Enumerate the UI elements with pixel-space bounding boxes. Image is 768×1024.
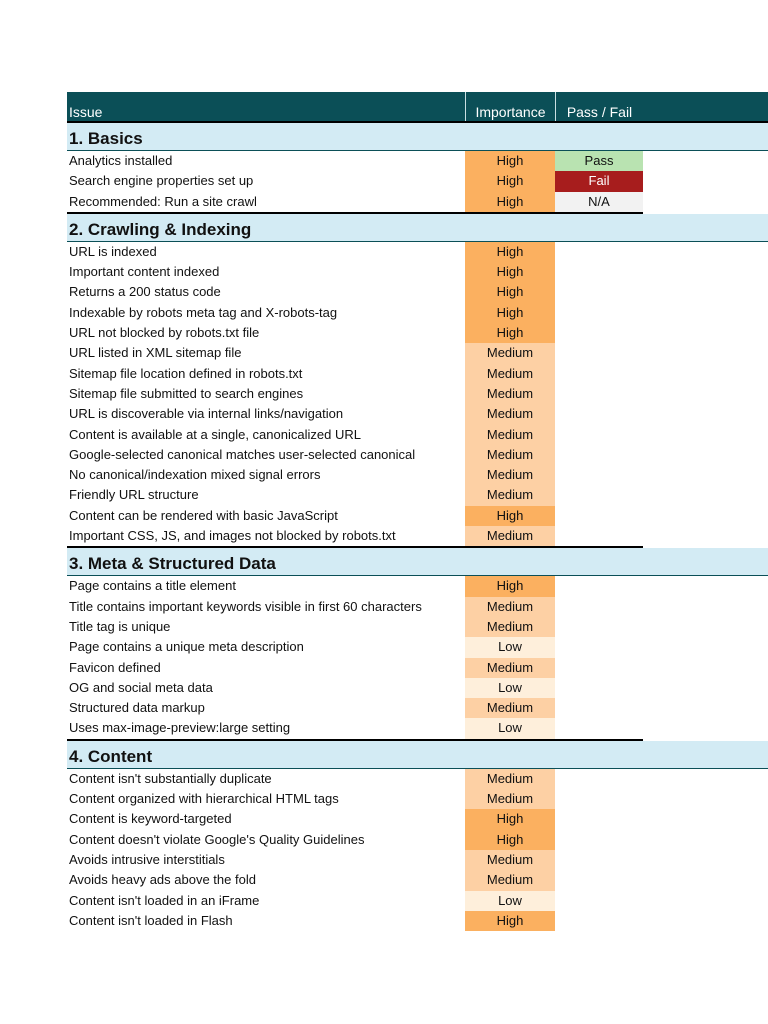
table-row[interactable] <box>67 404 768 424</box>
table-row[interactable] <box>67 658 768 678</box>
pass-fail-cell[interactable] <box>555 658 643 678</box>
table-row[interactable] <box>67 262 768 282</box>
importance-cell: Medium <box>465 343 555 363</box>
importance-cell: Low <box>465 718 555 738</box>
pass-fail-cell[interactable] <box>555 465 643 485</box>
table-row[interactable] <box>67 718 643 740</box>
issue-cell: Google-selected canonical matches user-selected canonical <box>69 446 416 462</box>
importance-cell: Medium <box>465 789 555 809</box>
seo-checklist-table <box>67 92 768 931</box>
issue-cell: Sitemap file submitted to search engines <box>69 385 304 401</box>
pass-fail-cell[interactable] <box>555 425 643 445</box>
table-row[interactable] <box>67 425 768 445</box>
issue-cell: Analytics installed <box>69 153 173 168</box>
section-title: 4. Content <box>67 741 768 769</box>
header-pass-fail: Pass / Fail <box>555 92 643 121</box>
importance-cell: Low <box>465 637 555 657</box>
importance-cell: Medium <box>465 404 555 424</box>
importance-cell: High <box>465 323 555 343</box>
table-row[interactable] <box>67 678 768 698</box>
issue-cell: Page contains a title element <box>69 578 236 594</box>
section <box>67 741 768 931</box>
table-row[interactable] <box>67 617 768 637</box>
issue-cell: Content isn't loaded in Flash <box>69 912 233 928</box>
table-row[interactable] <box>67 891 768 911</box>
pass-fail-cell[interactable] <box>555 384 643 404</box>
pass-fail-cell[interactable] <box>555 343 643 363</box>
table-row[interactable] <box>67 809 768 829</box>
importance-cell: Medium <box>465 769 555 789</box>
section-title: 1. Basics <box>67 123 768 151</box>
table-row[interactable] <box>67 242 768 262</box>
importance-cell: High <box>465 303 555 323</box>
table-row[interactable] <box>67 830 768 850</box>
pass-fail-cell[interactable] <box>555 617 643 637</box>
issue-cell: Returns a 200 status code <box>69 284 221 300</box>
issue-cell: Friendly URL structure <box>69 487 199 503</box>
issue-cell: Content is available at a single, canonicalized URL <box>69 426 361 442</box>
table-row[interactable] <box>67 192 643 214</box>
importance-cell: Medium <box>465 658 555 678</box>
pass-fail-cell[interactable] <box>555 526 643 546</box>
pass-fail-cell[interactable]: N/A <box>555 192 643 212</box>
pass-fail-cell[interactable] <box>555 597 643 617</box>
issue-cell: URL listed in XML sitemap file <box>69 345 242 361</box>
section-title: 2. Crawling & Indexing <box>67 214 768 242</box>
issue-cell: Content doesn't violate Google's Quality Guidelines <box>69 831 365 847</box>
pass-fail-cell[interactable] <box>555 718 643 738</box>
importance-cell: High <box>465 911 555 931</box>
pass-fail-cell[interactable] <box>555 506 643 526</box>
table-row[interactable] <box>67 526 643 548</box>
importance-cell: High <box>465 282 555 302</box>
section <box>67 123 768 214</box>
pass-fail-cell[interactable] <box>555 445 643 465</box>
pass-fail-cell[interactable] <box>555 242 643 262</box>
pass-fail-cell[interactable] <box>555 911 643 931</box>
importance-cell: Medium <box>465 617 555 637</box>
importance-cell: Medium <box>465 445 555 465</box>
pass-fail-cell[interactable] <box>555 404 643 424</box>
table-row[interactable] <box>67 789 768 809</box>
table-row[interactable] <box>67 485 768 505</box>
issue-cell: Content is keyword-targeted <box>69 811 232 827</box>
issue-cell: Title tag is unique <box>69 618 171 634</box>
section-title: 3. Meta & Structured Data <box>67 548 768 576</box>
pass-fail-cell[interactable] <box>555 769 643 789</box>
importance-cell: High <box>465 262 555 282</box>
table-row[interactable] <box>67 465 768 485</box>
issue-cell: Favicon defined <box>69 659 161 675</box>
issue-cell: Indexable by robots meta tag and X-robots-tag <box>69 304 338 320</box>
importance-cell: High <box>465 576 555 596</box>
importance-cell: High <box>465 151 555 171</box>
table-row[interactable] <box>67 850 768 870</box>
pass-fail-cell[interactable] <box>555 678 643 698</box>
table-row[interactable] <box>67 364 768 384</box>
pass-fail-cell[interactable]: Fail <box>555 171 643 191</box>
table-row[interactable] <box>67 597 768 617</box>
importance-cell: High <box>465 242 555 262</box>
table-row[interactable] <box>67 637 768 657</box>
pass-fail-cell[interactable] <box>555 789 643 809</box>
importance-cell: Medium <box>465 465 555 485</box>
table-row[interactable] <box>67 171 768 191</box>
table-row[interactable] <box>67 911 768 931</box>
issue-cell: Important CSS, JS, and images not blocked by robots.txt <box>69 528 396 544</box>
section <box>67 214 768 548</box>
table-row[interactable] <box>67 769 768 789</box>
pass-fail-cell[interactable] <box>555 262 643 282</box>
pass-fail-cell[interactable] <box>555 637 643 657</box>
importance-cell: Medium <box>465 364 555 384</box>
section <box>67 548 768 740</box>
pass-fail-cell[interactable] <box>555 282 643 302</box>
pass-fail-cell[interactable] <box>555 364 643 384</box>
issue-cell: Important content indexed <box>69 264 220 280</box>
table-body <box>67 123 768 931</box>
importance-cell: High <box>465 192 555 212</box>
header-importance: Importance <box>465 92 555 121</box>
importance-cell: High <box>465 171 555 191</box>
table-row[interactable] <box>67 698 768 718</box>
pass-fail-cell[interactable]: Pass <box>555 151 643 171</box>
table-row[interactable] <box>67 384 768 404</box>
pass-fail-cell[interactable] <box>555 809 643 829</box>
issue-cell: URL is indexed <box>69 243 157 259</box>
pass-fail-cell[interactable] <box>555 576 643 596</box>
importance-cell: High <box>465 830 555 850</box>
issue-cell: Search engine properties set up <box>69 173 254 189</box>
importance-cell: Medium <box>465 425 555 445</box>
table-row[interactable] <box>67 870 768 890</box>
pass-fail-cell[interactable] <box>555 830 643 850</box>
issue-cell: Content can be rendered with basic JavaScript <box>69 507 338 523</box>
importance-cell: Low <box>465 678 555 698</box>
pass-fail-cell[interactable] <box>555 323 643 343</box>
table-row[interactable] <box>67 282 768 302</box>
importance-cell: Medium <box>465 485 555 505</box>
pass-fail-cell[interactable] <box>555 485 643 505</box>
issue-cell: Content organized with hierarchical HTML tags <box>69 791 339 807</box>
issue-cell: Sitemap file location defined in robots.txt <box>69 365 303 381</box>
pass-fail-cell[interactable] <box>555 870 643 890</box>
table-row[interactable] <box>67 445 768 465</box>
issue-cell: Avoids heavy ads above the fold <box>69 872 256 888</box>
pass-fail-cell[interactable] <box>555 891 643 911</box>
pass-fail-cell[interactable] <box>555 303 643 323</box>
issue-cell: No canonical/indexation mixed signal errors <box>69 467 321 483</box>
issue-cell: OG and social meta data <box>69 679 213 695</box>
issue-cell: Content isn't loaded in an iFrame <box>69 892 260 908</box>
table-row[interactable] <box>67 506 768 526</box>
issue-cell: Structured data markup <box>69 700 205 716</box>
issue-cell: Avoids intrusive interstitials <box>69 851 225 867</box>
issue-cell: URL not blocked by robots.txt file <box>69 325 260 341</box>
issue-cell: URL is discoverable via internal links/navigation <box>69 406 344 422</box>
issue-cell: Uses max-image-preview:large setting <box>69 720 291 736</box>
issue-cell: Recommended: Run a site crawl <box>69 193 257 209</box>
table-row[interactable] <box>67 303 768 323</box>
issue-cell: Page contains a unique meta description <box>69 639 304 655</box>
importance-cell: Medium <box>465 384 555 404</box>
importance-cell: Medium <box>465 597 555 617</box>
importance-cell: High <box>465 506 555 526</box>
table-row[interactable] <box>67 576 768 596</box>
table-row[interactable] <box>67 343 768 363</box>
issue-cell: Content isn't substantially duplicate <box>69 770 272 786</box>
issue-cell: Title contains important keywords visible in first 60 characters <box>69 598 422 614</box>
importance-cell: Medium <box>465 870 555 890</box>
importance-cell: Medium <box>465 526 555 546</box>
importance-cell: High <box>465 809 555 829</box>
table-header <box>67 92 768 123</box>
pass-fail-cell[interactable] <box>555 698 643 718</box>
importance-cell: Medium <box>465 698 555 718</box>
table-row[interactable] <box>67 323 768 343</box>
importance-cell: Medium <box>465 850 555 870</box>
table-row[interactable] <box>67 151 768 171</box>
importance-cell: Low <box>465 891 555 911</box>
header-issue: Issue <box>69 104 103 120</box>
pass-fail-cell[interactable] <box>555 850 643 870</box>
